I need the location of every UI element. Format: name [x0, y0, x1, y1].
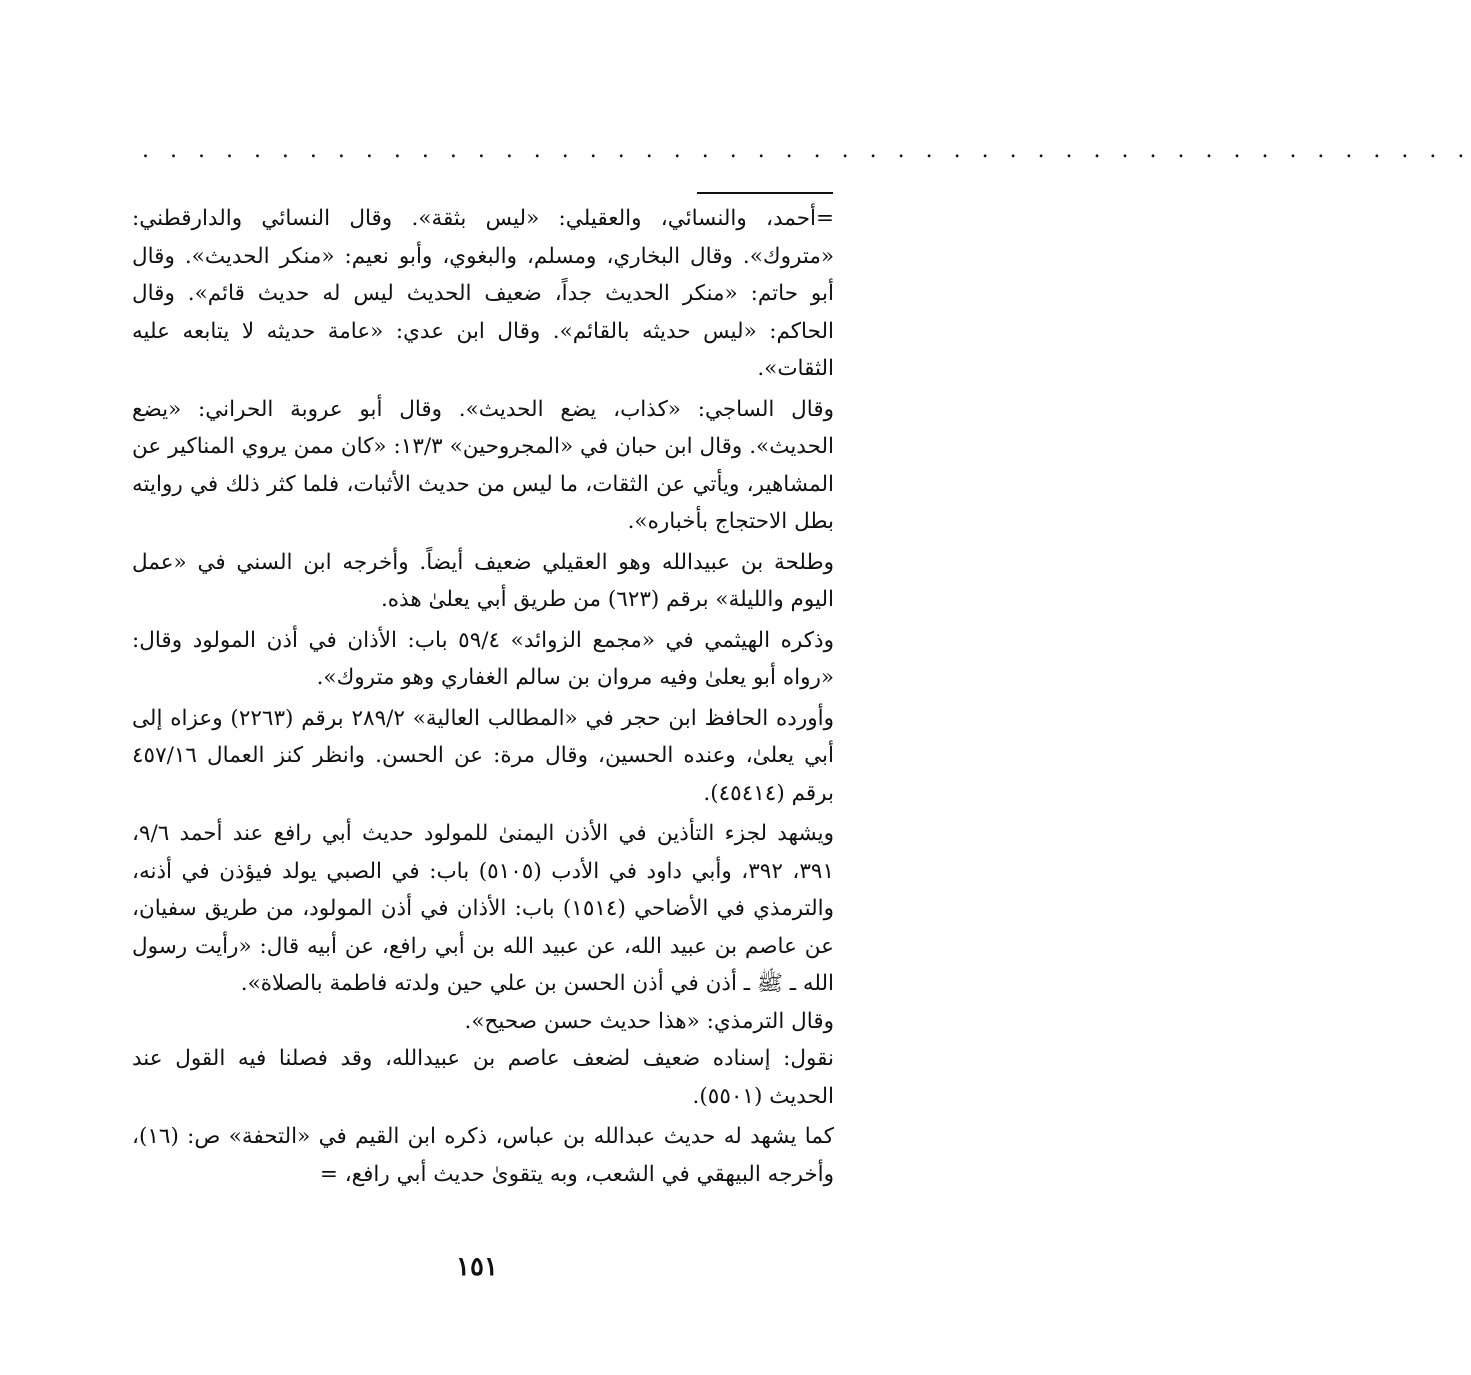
footnote-paragraph: نقول: إسناده ضعيف لضعف عاصم بن عبيدالله، وقد فصلنا فيه القول عند الحديث (٥٥٠١).: [132, 1046, 834, 1109]
footnote-paragraph: وذكره الهيثمي في «مجمع الزوائد» ٥٩/٤ باب: الأذان في أذن المولود وقال: «رواه أبو يعلىٰ وفيه مروان بن سالم الغفاري وهو متروك».: [132, 627, 834, 690]
footnote-body: [132, 200, 834, 1193]
page-number: ١٥١: [456, 1252, 498, 1282]
footnote-paragraph: وأورده الحافظ ابن حجر في «المطالب العالية» ٢٨٩/٢ برقم (٢٢٦٣) وعزاه إلى أبي يعلىٰ، وعنده الحسين، وقال مرة: عن الحسن. وانظر كنز العمال ٤٥٧/١٦ برقم (٤٥٤١٤).: [132, 705, 835, 806]
footnote-paragraph: كما يشهد له حديث عبدالله بن عباس، ذكره ابن القيم في «التحفة» ص: (١٦)، وأخرجه البيهقي في الشعب، وبه يتقوىٰ حديث أبي رافع، =: [132, 1124, 834, 1187]
footnote-paragraph: =أحمد، والنسائي، والعقيلي: «ليس بثقة». وقال النسائي والدارقطني: «متروك». وقال البخاري، ومسلم، والبغوي، وأبو نعيم: «منكر الحديث». وقال أبو حاتم: «منكر الحديث جداً، ضعيف الحديث ليس له حديث قائم». وقال الحاكم: «ليس حديثه بالقائم». وقال ابن عدي: «عامة حديثه لا يتابعه عليه الثقات».: [132, 206, 834, 381]
footnote-paragraph: ويشهد لجزء التأذين في الأذن اليمنىٰ للمولود حديث أبي رافع عند أحمد ٩/٦، ٣٩١، ٣٩٢، وأبي داود في الأدب (٥١٠٥) باب: في الصبي يولد فيؤذن في أذنه، والترمذي في الأضاحي (١٥١٤) باب: الأذان في أذن المولود، من طريق سفيان، عن عاصم بن عبيد الله، عن عبيد الله بن أبي رافع، عن أبيه قال: «رأيت رسول الله ـ ﷺ ـ أذن في أذن الحسن بن علي حين ولدته فاطمة بالصلاة».: [132, 821, 834, 996]
footnote-paragraph: وقال الساجي: «كذاب، يضع الحديث». وقال أبو عروبة الحراني: «يضع الحديث». وقال ابن حبان في «المجروحين» ١٣/٣: «كان ممن يروي المناكير عن المشاهير، ويأتي عن الثقات، ما ليس من حديث الأثبات، فلما كثر ذلك في روايته بطل الاحتجاج بأخباره».: [132, 396, 834, 534]
footnote-rule: [697, 192, 833, 194]
footnote-paragraph: وطلحة بن عبيدالله وهو العقيلي ضعيف أيضاً. وأخرجه ابن السني في «عمل اليوم والليلة» برقم (٦٢٣) من طريق أبي يعلىٰ هذه.: [132, 549, 834, 612]
footnote-paragraph: وقال الترمذي: «هذا حديث حسن صحيح».: [464, 1008, 834, 1034]
separator-dots: . . . . . . . . . . . . . . . . . . . . . . . . . . . . . . . . . . . . . . . . . . . . . . . .: [142, 138, 1471, 163]
